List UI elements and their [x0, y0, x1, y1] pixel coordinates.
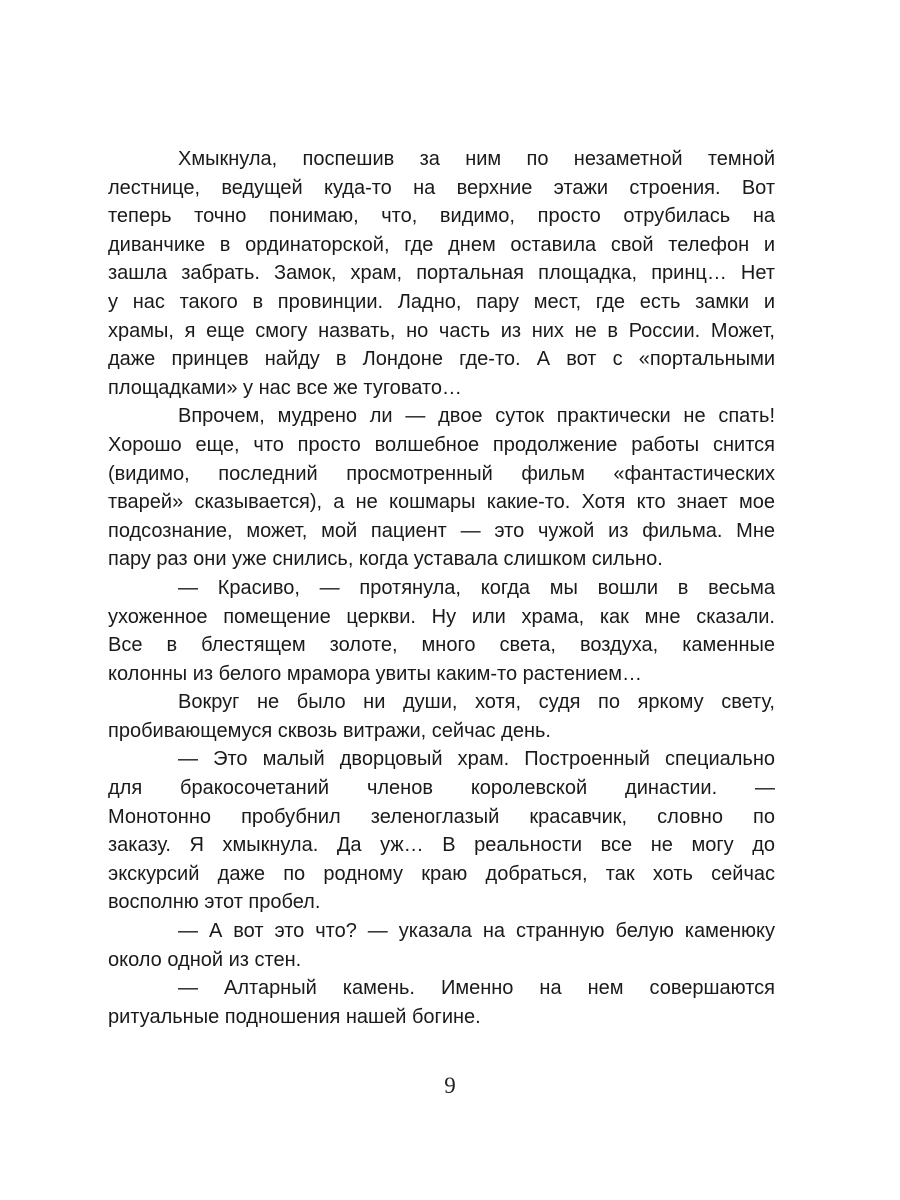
text-line: — Это малый дворцовый храм. Построенный специально	[178, 748, 775, 771]
paragraph	[108, 688, 775, 745]
page-number: 9	[444, 1073, 456, 1098]
text-line: Хорошо еще, что просто волшебное продолжение работы снится	[108, 433, 775, 456]
text-line: зашла забрать. Замок, храм, портальная площадка, принц… Нет	[108, 262, 775, 285]
paragraph	[108, 402, 775, 574]
text-line: около одной из стен.	[108, 948, 302, 971]
text-line: экскурсий даже по родному краю добраться, так хоть сейчас	[108, 862, 775, 885]
text-line: ухоженное помещение церкви. Ну или храма, как мне сказали.	[108, 605, 775, 628]
paragraph	[108, 974, 775, 1031]
text-line: тварей» сказывается), а не кошмары какие-то. Хотя кто знает мое	[108, 491, 775, 514]
text-line: пробивающемуся сквозь витражи, сейчас день.	[108, 719, 551, 742]
text-line: даже принцев найду в Лондоне где-то. А вот с «портальными	[108, 348, 775, 371]
text-line: пару раз они уже снились, когда уставала слишком сильно.	[108, 548, 663, 571]
text-line: диванчике в ординаторской, где днем оставила свой телефон и	[108, 233, 775, 256]
text-line: ритуальные подношения нашей богине.	[108, 1005, 481, 1028]
text-line: колонны из белого мрамора увиты каким-то растением…	[108, 662, 643, 685]
paragraph	[108, 917, 775, 974]
paragraph	[108, 574, 775, 688]
text-line: у нас такого в провинции. Ладно, пару мест, где есть замки и	[108, 290, 775, 313]
text-line: лестнице, ведущей куда-то на верхние этажи строения. Вот	[108, 176, 775, 199]
text-line: площадками» у нас все же туговато…	[108, 376, 462, 399]
text-line: заказу. Я хмыкнула. Да уж… В реальности все не могу до	[108, 834, 775, 857]
text-line: — Алтарный камень. Именно на нем совершаются	[178, 977, 775, 1000]
text-line: (видимо, последний просмотренный фильм «фантастических	[108, 462, 775, 485]
text-line: храмы, я еще смогу назвать, но часть из них не в России. Может,	[108, 319, 775, 342]
text-line: Монотонно пробубнил зеленоглазый красавчик, словно по	[108, 805, 775, 828]
text-line: Все в блестящем золоте, много света, воздуха, каменные	[108, 634, 775, 657]
paragraph	[108, 145, 775, 402]
text-line: для бракосочетаний членов королевской династии. —	[108, 777, 775, 800]
text-line: Впрочем, мудрено ли — двое суток практически не спать!	[178, 405, 775, 428]
text-line: восполню этот пробел.	[108, 891, 321, 914]
text-line: подсознание, может, мой пациент — это чужой из фильма. Мне	[108, 519, 775, 542]
text-line: Вокруг не было ни души, хотя, судя по яркому свету,	[178, 691, 775, 714]
text-line: теперь точно понимаю, что, видимо, просто отрубилась на	[108, 205, 775, 228]
text-line: — А вот это что? — указала на странную белую каменюку	[178, 920, 775, 943]
text-line: Хмыкнула, поспешив за ним по незаметной темной	[178, 148, 775, 170]
text-line: — Красиво, — протянула, когда мы вошли в весьма	[178, 576, 775, 599]
body-text	[108, 145, 775, 1031]
paragraph	[108, 745, 775, 917]
